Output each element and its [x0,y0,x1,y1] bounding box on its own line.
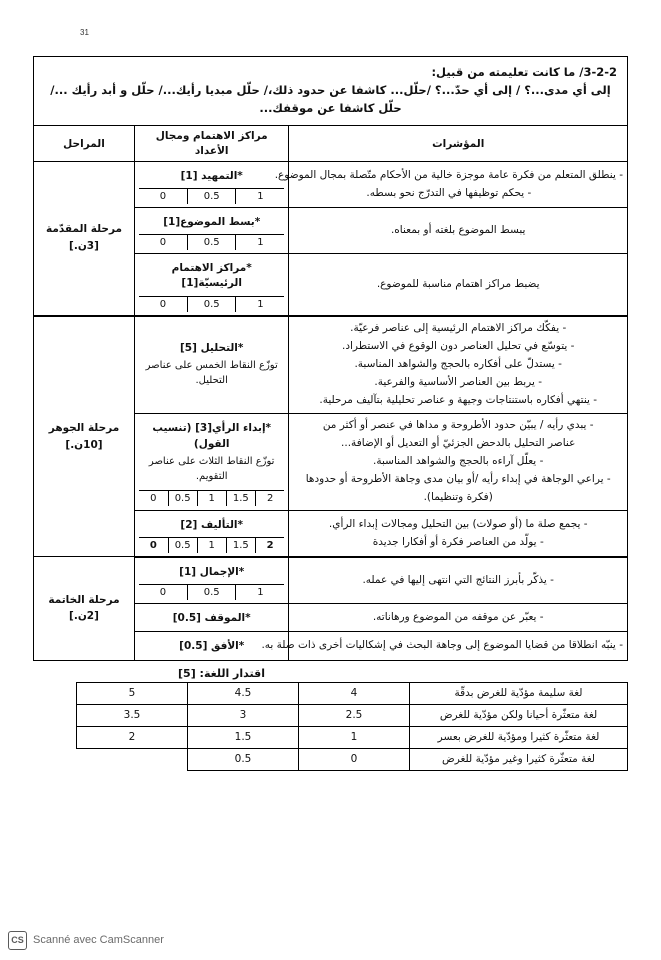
focus-subtitle: توزّع النقاط الثلاث على عناصر التقويم. [148,455,275,482]
language-section-title: اقتدار اللغة: [5] [178,666,265,680]
indicator-item: - ينطلق المتعلم من فكرة عامة موجزة خالية من الأحكام متّصلة بمجال الموضوع. [274,168,623,181]
language-scale-table [76,682,628,771]
score-scale [139,234,284,250]
score-scale [139,490,284,506]
scale-value: 1 [236,189,284,205]
table-row [77,682,628,704]
indicator-item: - ينتهي أفكاره باستنتاجات وجيهة و عناصر تحليلية بتآليف مرحلية. [319,394,598,407]
score-scale [139,296,284,312]
row-focus [134,316,288,414]
document-content [33,56,628,771]
scale-value: 1.5 [226,490,255,506]
language-score: 3 [188,704,299,726]
table-row [77,726,628,748]
row-focus [134,557,288,604]
indicator-item: - يعلّل آراءه بالحجج والشواهد المناسبة. [373,455,544,468]
row-focus [134,413,288,510]
language-criterion: لغة متعثّرة أحيانا ولكن مؤدّية للغرض [410,704,628,726]
indicator-item: يبسط الموضوع بلغته أو بمعناه. [390,224,526,237]
scale-value: 0 [139,537,168,553]
scale-value: 0 [139,585,188,601]
scale-value: 0 [139,296,188,312]
language-score: 3.5 [77,704,188,726]
page-number: 31 [80,28,89,37]
scale-value: 0.5 [168,537,197,553]
indicator-list [329,515,588,551]
scale-value: 0.5 [187,296,235,312]
row-focus [134,161,288,207]
indicator-list [275,166,623,202]
stage-cell: مرحلة الخاتمة [2ن.] [34,557,135,660]
indicator-item: - يولّد من العناصر فكرة أو أفكارا جديدة [372,535,544,548]
row-indicators [289,557,628,604]
stage-cell: مرحلة المقدّمة [3ن.] [34,161,135,315]
language-score: 0.5 [188,748,299,770]
scale-value: 0.5 [187,235,235,251]
focus-title: *بسط الموضوع[1] [163,216,261,228]
row-indicators [289,604,628,632]
score-scale [139,537,284,553]
header-stages: المراحل [34,126,135,161]
grid-header-row [34,126,628,161]
focus-title: *التأليف [2] [180,518,243,531]
scale-value: 0 [139,490,168,506]
table-row [77,748,628,770]
indicator-item: - يفكّك مراكز الاهتمام الرئيسية إلى عناصر فرعيّة. [350,322,567,335]
indicator-list [362,571,554,589]
focus-title: *الإجمال [1] [179,565,245,578]
indicator-item: - يربط بين العناصر الأساسية والفرعية. [374,376,543,389]
scale-value: 2 [255,537,284,553]
indicator-item: - يتوسّع في تحليل العناصر دون الوقوع في الاستطراد. [342,340,575,353]
indicator-item: (فكرة وتنظيما). [423,491,493,504]
heading-line-3: حلّل كاشفا عن موقفك... [259,100,402,115]
scale-value: 1 [197,490,226,506]
language-score: 1.5 [188,726,299,748]
language-score: 5 [77,682,188,704]
table-row [77,704,628,726]
camscanner-watermark [0,926,661,954]
language-criterion: لغة متعثّرة كثيرا ومؤدّية للغرض بعسر [410,726,628,748]
indicator-item: - ينبّه انطلاقا من قضايا الموضوع إلى وجاهة البحث في إشكاليات أخرى ذات صلة به. [261,639,623,652]
indicator-list [373,609,544,627]
indicator-item: عناصر التحليل بالدحض الجزئيّ أو التعديل أو الإضافة... [341,437,576,450]
table-row [34,161,628,207]
indicator-item: يضبط مراكز اهتمام مناسبة للموضوع. [376,277,540,290]
focus-title: *الموقف [0.5] [172,612,251,625]
row-focus [134,254,288,316]
row-indicators [289,316,628,414]
language-criterion: لغة متعثّرة كثيرا وغير مؤدّية للغرض [410,748,628,770]
camscanner-label: Scanné avec CamScanner [33,934,164,946]
header-indicators: المؤشرات [289,126,628,161]
score-scale [139,584,284,600]
row-focus [134,208,288,254]
language-score: 2.5 [299,704,410,726]
heading-line-1: 3-2-2/ ما كانت تعليمته من قبيل: [431,65,617,79]
indicator-item: - يراعي الوجاهة في إبداء رأيه /أو بيان مدى وجاهة الأطروحة أو حدودها [305,473,611,486]
language-score: 0 [299,748,410,770]
row-indicators [289,208,628,254]
focus-subtitle: توزّع النقاط الخمس على عناصر التحليل. [145,360,278,387]
indicator-list [377,275,540,293]
scale-value: 1 [197,537,226,553]
language-score: 1 [299,726,410,748]
assessment-heading [33,56,628,125]
row-focus [134,510,288,557]
assessment-grid [33,125,628,660]
row-indicators [289,413,628,510]
indicator-item: - يحكم توظيفها في التدرّج نحو بسطه. [366,186,532,199]
table-row [34,557,628,604]
focus-title: *الأفق [0.5] [179,640,245,653]
language-score: 4 [299,682,410,704]
indicator-list [391,222,526,240]
stage-cell: مرحلة الجوهر [10ن.] [34,316,135,557]
scale-value: 1 [236,296,284,312]
heading-line-2: إلى أي مدى...؟ / إلى أي حدّ...؟ /حلّل... كاشفا عن حدود ذلك،/ حلّل مبديا رأيك.../ حلّل و أبد رأيك .../ [50,82,611,97]
scale-value: 1 [236,585,284,601]
scale-value: 1.5 [226,537,255,553]
focus-title: *التمهيد [1] [180,169,243,182]
indicator-item: - يبدي رأيه / يبيّن حدود الأطروحة و مداها في عنصر أو أكثر من [322,419,594,432]
row-focus [134,604,288,632]
language-score-empty [77,748,188,770]
table-row [34,316,628,414]
indicator-item: - يجمع صلة ما (أو صولات) بين التحليل ومجالات إبداء الرأي. [328,517,588,530]
indicator-list [319,320,597,410]
scale-value: 0.5 [187,585,235,601]
scale-value: 1 [236,235,284,251]
camscanner-logo-icon: CS [8,931,27,950]
scale-value: 0 [139,189,188,205]
language-score: 4.5 [188,682,299,704]
row-indicators [274,161,628,207]
language-table-wrapper [33,682,628,771]
focus-title: *إبداء الرأي[3] (تنسيب القول) [152,422,272,450]
focus-title: *التحليل [5] [179,342,244,355]
focus-title: *مراكز الاهتمام الرئيسيّة[1] [171,262,252,290]
scale-value: 0 [139,235,188,251]
language-score: 2 [77,726,188,748]
indicator-list [306,417,611,507]
indicator-item: - يستدلّ على أفكاره بالحجج والشواهد المناسبة. [354,358,562,371]
row-indicators [289,510,628,557]
indicator-item: - يعبّر عن موقفه من الموضوع ورهاناته. [372,611,544,624]
header-focus: مراكز الاهتمام ومجال الأعداد [134,126,288,161]
row-indicators [289,254,628,316]
scale-value: 0.5 [168,490,197,506]
score-scale [139,188,284,204]
indicator-item: - يذكّر بأبرز النتائج التي انتهى إليها في عمله. [362,573,554,586]
scale-value: 0.5 [187,189,235,205]
scale-value: 2 [255,490,284,506]
language-criterion: لغة سليمة مؤدّية للغرض بدقّة [410,682,628,704]
indicator-list [261,637,623,655]
row-indicators [261,632,628,660]
